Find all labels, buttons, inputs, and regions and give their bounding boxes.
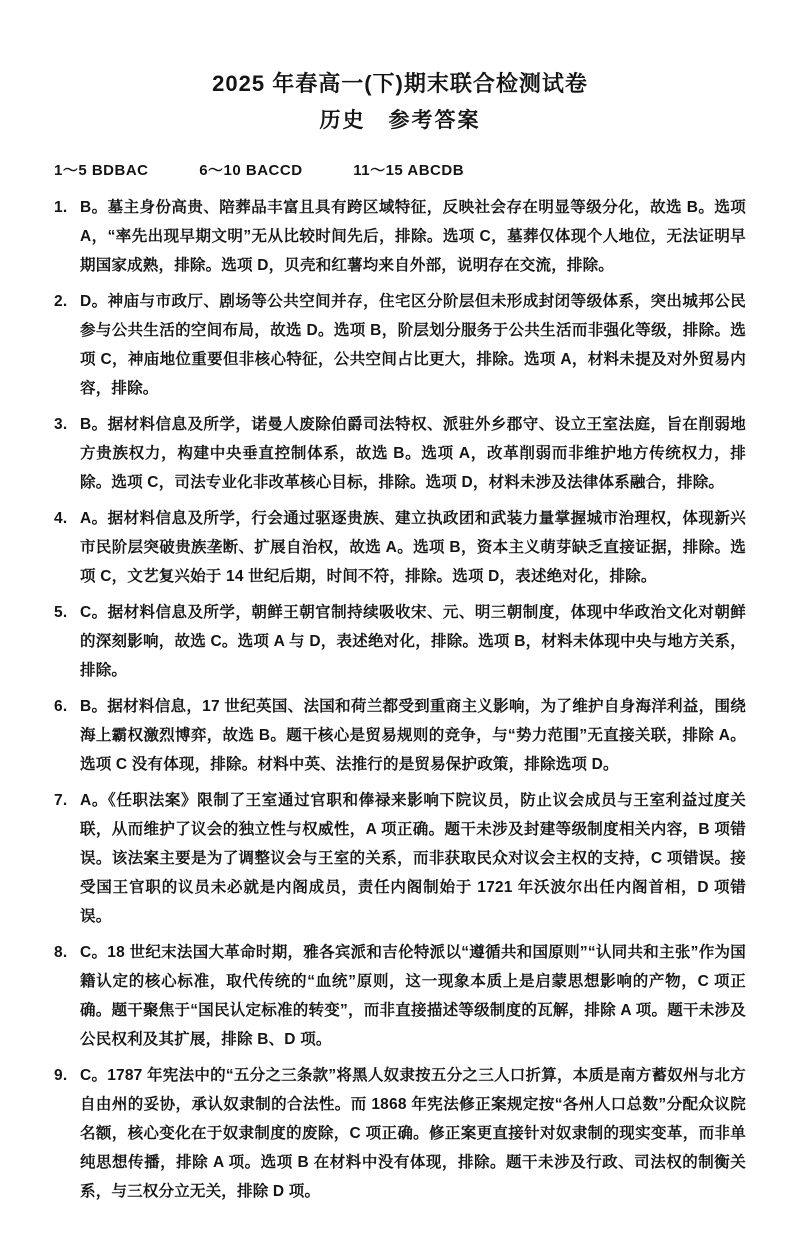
explanation-item-2 bbox=[54, 287, 746, 403]
item-number: 8. bbox=[54, 943, 68, 961]
item-number: 5. bbox=[54, 603, 68, 621]
item-body: B。据材料信息，17 世纪英国、法国和荷兰都受到重商主义影响，为了维护自身海洋利益，围绕海上霸权激烈博弈，故选 B。题干核心是贸易规则的竞争，与“势力范围”无直接关联，排除 A。选项 C 没有体现，排除。材料中英、法推行的是贸易保护政策，排除选项 D。 bbox=[80, 697, 746, 773]
item-number: 4. bbox=[54, 509, 68, 527]
item-number: 9. bbox=[54, 1066, 68, 1084]
explanation-item-5 bbox=[54, 598, 746, 685]
item-number: 7. bbox=[54, 791, 68, 809]
explanation-item-4 bbox=[54, 504, 746, 591]
item-body: C。18 世纪末法国大革命时期，雅各宾派和吉伦特派以“遵循共和国原则”“认同共和主张”作为国籍认定的核心标准，取代传统的“血统”原则，这一现象本质上是启蒙思想影响的产物，C 项正确。题干聚焦于“国民认定标准的转变”，而非直接描述等级制度的瓦解，排除 A 项。题干未涉及公民权利及其扩展，排除 B、D 项。 bbox=[80, 943, 746, 1048]
explanation-item-1 bbox=[54, 193, 746, 280]
answer-summary bbox=[54, 160, 746, 181]
item-body: C。1787 年宪法中的“五分之三条款”将黑人奴隶按五分之三人口折算，本质是南方蓄奴州与北方自由州的妥协，承认奴隶制的合法性。而 1868 年宪法修正案规定按“各州人口总数”分配众议院名额，核心变化在于奴隶制度的废除，C 项正确。修正案更直接针对奴隶制的现实变革，而非单纯思想传播，排除 A 项。选项 B 在材料中没有体现，排除。题干未涉及行政、司法权的制衡关系，与三权分立无关，排除 D 项。 bbox=[80, 1066, 746, 1200]
explanation-item-6 bbox=[54, 692, 746, 779]
item-body: A。《任职法案》限制了王室通过官职和俸禄来影响下院议员，防止议会成员与王室利益过度关联，从而维护了议会的独立性与权威性，A 项正确。题干未涉及封建等级制度相关内容，B 项错误。该法案主要是为了调整议会与王室的关系，而非获取民众对议会主权的支持，C 项错误。接受国王官职的议员未必就是内阁成员，责任内阁制始于 1721 年沃波尔出任内阁首相，D 项错误。 bbox=[80, 791, 746, 925]
document-subtitle: 历史 参考答案 bbox=[319, 108, 481, 132]
item-number: 1. bbox=[54, 198, 68, 216]
item-body: C。据材料信息及所学，朝鲜王朝官制持续吸收宋、元、明三朝制度，体现中华政治文化对朝鲜的深刻影响，故选 C。选项 A 与 D，表述绝对化，排除。选项 B，材料未体现中央与地方关系，排除。 bbox=[80, 603, 746, 679]
item-body: B。据材料信息及所学，诺曼人废除伯爵司法特权、派驻外乡郡守、设立王室法庭，旨在削弱地方贵族权力，构建中央垂直控制体系，故选 B。选项 A，改革削弱而非维护地方传统权力，排除。选项 C，司法专业化非改革核心目标，排除。选项 D，材料未涉及法律体系融合，排除。 bbox=[80, 415, 746, 491]
item-number: 2. bbox=[54, 292, 68, 310]
explanation-item-3 bbox=[54, 410, 746, 497]
answer-range-1-5: 1～5 BDBAC bbox=[54, 161, 149, 179]
explanation-list bbox=[54, 193, 746, 1206]
item-body: B。墓主身份高贵、陪葬品丰富且具有跨区域特征，反映社会存在明显等级分化，故选 B。选项 A，“率先出现早期文明”无从比较时间先后，排除。选项 C，墓葬仅体现个人地位，无法证明早期国家成熟，排除。选项 D，贝壳和红薯均来自外部，说明存在交流，排除。 bbox=[80, 198, 746, 274]
item-body: D。神庙与市政厅、剧场等公共空间并存，住宅区分阶层但未形成封闭等级体系，突出城邦公民参与公共生活的空间布局，故选 D。选项 B，阶层划分服务于公共生活而非强化等级，排除。选项 C，神庙地位重要但非核心特征，公共空间占比更大，排除。选项 A，材料未提及对外贸易内容，排除。 bbox=[80, 292, 746, 397]
item-number: 3. bbox=[54, 415, 68, 433]
explanation-item-7 bbox=[54, 786, 746, 931]
answer-range-11-15: 11～15 ABCDB bbox=[353, 161, 465, 179]
item-number: 6. bbox=[54, 697, 68, 715]
explanation-item-9 bbox=[54, 1061, 746, 1206]
answer-range-6-10: 6～10 BACCD bbox=[199, 161, 303, 179]
item-body: A。据材料信息及所学，行会通过驱逐贵族、建立执政团和武装力量掌握城市治理权，体现新兴市民阶层突破贵族垄断、扩展自治权，故选 A。选项 B，资本主义萌芽缺乏直接证据，排除。选项 C，文艺复兴始于 14 世纪后期，时间不符，排除。选项 D，表述绝对化，排除。 bbox=[80, 509, 746, 585]
explanation-item-8 bbox=[54, 938, 746, 1054]
document-title: 2025 年春高一(下)期末联合检测试卷 bbox=[212, 71, 588, 96]
